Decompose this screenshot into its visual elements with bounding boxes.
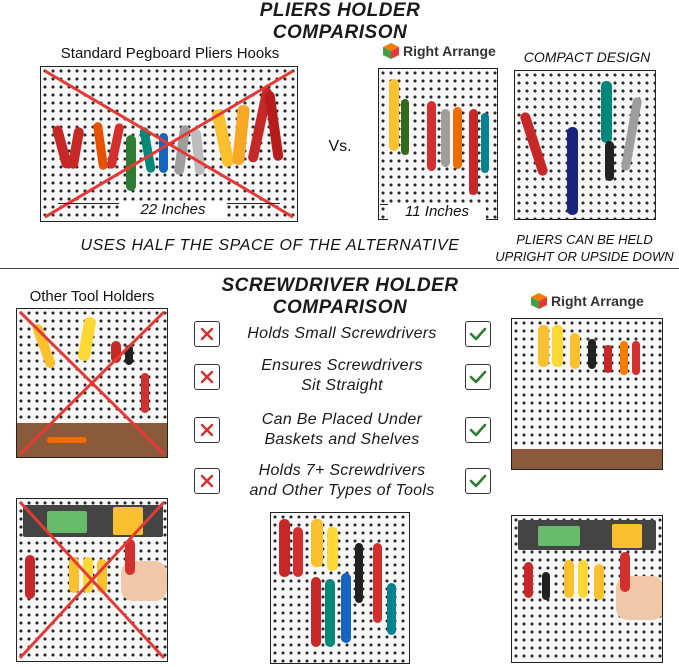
feature-3-line2: Baskets and Shelves (264, 431, 420, 448)
x-mark-icon (199, 326, 215, 342)
pliers-red (373, 543, 382, 623)
strike-through-cross-icon (41, 67, 297, 221)
strike-through-cross-icon (17, 309, 167, 457)
brand-logo-screwdrivers (530, 292, 644, 310)
pliers-teal (481, 113, 489, 173)
check-mark-icon (469, 422, 487, 438)
pliers-silver (621, 97, 643, 171)
pliers-teal (387, 583, 396, 635)
feature-4-x-mark (194, 468, 220, 494)
brand-screwdriver-photo-center (270, 512, 410, 664)
brand-screwdriver-photo-bottom (511, 515, 663, 663)
screwdriver-red (604, 345, 612, 373)
feature-4-check-mark (465, 468, 491, 494)
standard-hooks-photo (40, 66, 298, 222)
brand-pliers-photo (378, 68, 498, 220)
feature-1-x-mark (194, 321, 220, 347)
pliers-orange (453, 107, 462, 169)
feature-2-text (226, 356, 458, 396)
pliers-red (311, 577, 321, 647)
x-mark-icon (199, 369, 215, 385)
pliers-title-line1: PLIERS HOLDER (259, 0, 421, 21)
screwdriver-yellow (327, 527, 338, 571)
feature-2-line1: Ensures Screwdrivers (261, 357, 423, 374)
upright-caption-line1: PLIERS CAN BE HELD (516, 232, 653, 247)
section-divider (0, 268, 679, 269)
pliers-red (427, 101, 436, 171)
x-mark-icon (199, 422, 215, 438)
feature-3-line1: Can Be Placed Under (261, 411, 423, 428)
feature-3-text (226, 410, 458, 450)
feature-3-x-mark (194, 417, 220, 443)
feature-1-line1: Holds Small Screwdrivers (247, 325, 437, 342)
check-mark-icon (469, 326, 487, 342)
other-holder-photo-bottom (16, 498, 168, 662)
compact-design-photo (514, 70, 656, 220)
brand-name: Right Arrange (403, 43, 496, 59)
screwdriver-yellow (594, 564, 604, 600)
screwdriver-red (293, 527, 303, 577)
x-mark-icon (199, 473, 215, 489)
feature-2-x-mark (194, 364, 220, 390)
versus-label: Vs. (328, 138, 352, 155)
feature-1-text (226, 324, 458, 344)
half-space-tagline: USES HALF THE SPACE OF THE ALTERNATIVE (80, 237, 460, 254)
screwdriver-yellow (552, 325, 563, 367)
standard-hooks-caption: Standard Pegboard Pliers Hooks (60, 45, 280, 62)
feature-2-check-mark (465, 364, 491, 390)
right-arrange-logo-icon (382, 42, 400, 60)
feature-4-line2: and Other Types of Tools (249, 482, 435, 499)
feature-1-check-mark (465, 321, 491, 347)
screwdriver-title-line2: COMPARISON (272, 297, 408, 318)
screwdriver-yellow (570, 333, 580, 369)
screwdriver-black (588, 339, 596, 369)
basket-contents-yellow (612, 524, 642, 548)
screwdriver-yellow (311, 519, 323, 567)
screwdriver-red (632, 341, 640, 375)
screwdriver-red (524, 562, 533, 598)
pliers-blue (567, 127, 578, 215)
check-mark-icon (469, 369, 487, 385)
pliers-blue (341, 573, 351, 643)
wood-floor (512, 449, 662, 469)
feature-4-line1: Holds 7+ Screwdrivers (258, 462, 426, 479)
screwdriver-yellow (578, 560, 588, 598)
feature-2-line2: Sit Straight (301, 377, 383, 394)
screwdriver-black (542, 572, 550, 600)
screwdriver-yellow (538, 325, 549, 367)
strike-through-cross-icon (17, 499, 167, 661)
compact-design-caption: COMPACT DESIGN (523, 49, 651, 65)
pliers-silver (441, 109, 450, 167)
standard-width-label: 22 Inches (119, 201, 227, 218)
screwdriver-title-line1: SCREWDRIVER HOLDER (221, 275, 459, 296)
right-arrange-logo-icon (530, 292, 548, 310)
pliers-title-line2: COMPARISON (272, 22, 408, 43)
pliers-black (605, 141, 614, 181)
pliers-black (355, 543, 363, 603)
pliers-red (469, 109, 478, 195)
screwdriver-title (190, 275, 490, 319)
brand-width-label: 11 Inches (388, 203, 486, 220)
screwdriver-orange (620, 341, 628, 375)
other-tool-holders-caption: Other Tool Holders (29, 288, 155, 305)
pliers-red (519, 111, 549, 177)
screwdriver-red (620, 552, 630, 592)
brand-screwdriver-photo-top (511, 318, 663, 470)
brand-logo-pliers (382, 42, 496, 60)
upright-caption (490, 231, 679, 265)
feature-4-text (226, 461, 458, 501)
pliers-teal (325, 579, 335, 647)
feature-3-check-mark (465, 417, 491, 443)
brand-name: Right Arrange (551, 293, 644, 309)
basket-contents-green (538, 526, 580, 546)
upright-caption-line2: UPRIGHT OR UPSIDE DOWN (495, 249, 674, 264)
screwdriver-yellow (564, 560, 574, 598)
pliers-green (401, 99, 409, 155)
check-mark-icon (469, 473, 487, 489)
other-holder-photo-top (16, 308, 168, 458)
screwdriver-red (279, 519, 290, 577)
pliers-yellow (389, 79, 399, 151)
pliers-title (190, 0, 490, 44)
pliers-teal (601, 81, 612, 143)
